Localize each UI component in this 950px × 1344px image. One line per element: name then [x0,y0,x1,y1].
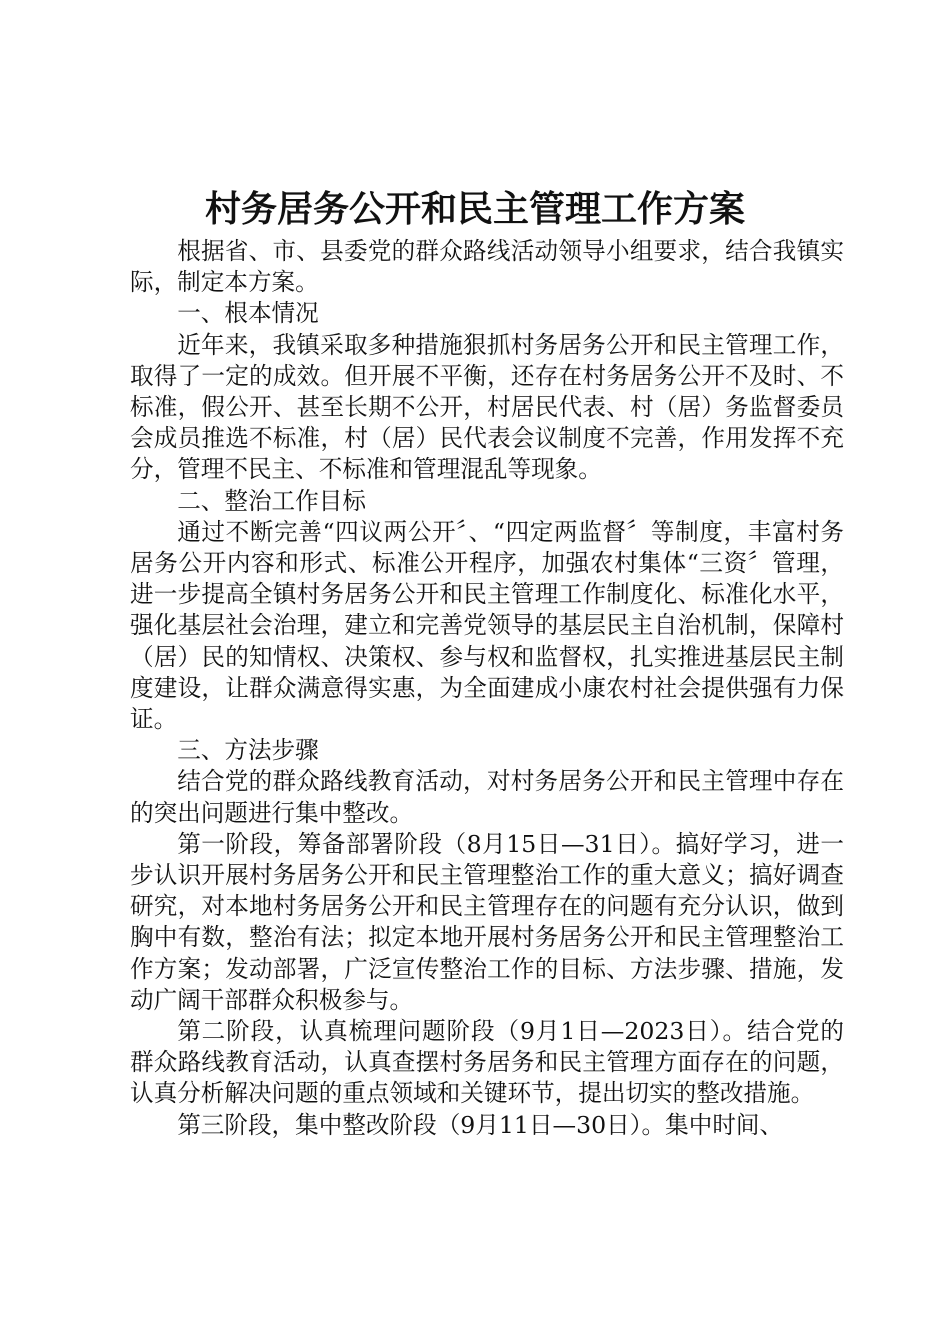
paragraph-phase-two: 第二阶段，认真梳理问题阶段（9月1日—2023日）。结合党的群众路线教育活动，认真查摆村务居务和民主管理方面存在的问题，认真分析解决问题的重点领域和关键环节，提出切实的整改措施。 [130,1017,844,1108]
paragraph-phase-one: 第一阶段，筹备部署阶段（8月15日—31日）。搞好学习，进一步认识开展村务居务公开和民主管理整治工作的重大意义；搞好调查研究，对本地村务居务公开和民主管理存在的问题有充分认识，做到胸中有数，整治有法；拟定本地开展村务居务公开和民主管理整治工作方案；发动部署，广泛宣传整治工作的目标、方法步骤、措施，发动广阔干部群众积极参与。 [130,829,844,1014]
paragraph-phase-three: 第三阶段，集中整改阶段（9月11日—30日）。集中时间、 [177,1110,784,1139]
document-title: 村务居务公开和民主管理工作方案 [204,188,745,230]
paragraph-methods: 结合党的群众路线教育活动，对村务居务公开和民主管理中存在的突出问题进行集中整改。 [130,767,844,827]
heading-basic-situation: 一、根本情况 [177,299,319,328]
heading-methods: 三、方法步骤 [177,736,319,765]
paragraph-intro: 根据省、市、县委党的群众路线活动领导小组要求，结合我镇实际，制定本方案。 [130,237,844,297]
document-body [130,236,844,1141]
heading-goals: 二、整治工作目标 [177,486,366,515]
paragraph-goals: 通过不断完善“四议两公开〞、“四定两监督〞等制度，丰富村务居务公开内容和形式、标准公开程序，加强农村集体“三资〞管理，进一步提高全镇村务居务公开和民主管理工作制度化、标准化水平，强化基层社会治理，建立和完善党领导的基层民主自治机制，保障村（居）民的知情权、决策权、参与权和监督权，扎实推进基层民主制度建设，让群众满意得实惠，为全面建成小康农村社会提供强有力保证。 [130,517,844,734]
paragraph-situation: 近年来，我镇采取多种措施狠抓村务居务公开和民主管理工作，取得了一定的成效。但开展不平衡，还存在村务居务公开不及时、不标准，假公开、甚至长期不公开，村居民代表、村（居）务监督委员会成员推选不标准，村（居）民代表会议制度不完善，作用发挥不充分，管理不民主、不标准和管理混乱等现象。 [130,330,844,484]
